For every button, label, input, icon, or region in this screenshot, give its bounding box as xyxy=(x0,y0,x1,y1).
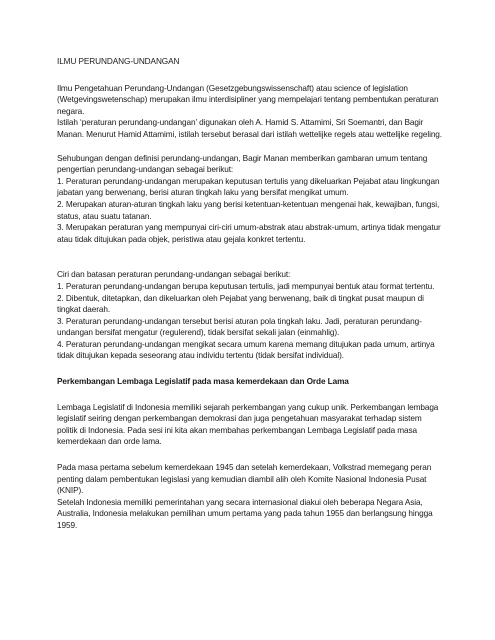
criteria-item: 4. Peraturan perundang-undangan mengikat secara umum karena memang ditujukan pada umum, artinya tidak ditujukan kepada seseorang atau individu tertentu (tidak bersifat individual). xyxy=(57,339,435,361)
criteria-item: 2. Dibentuk, ditetapkan, dan dikeluarkan oleh Pejabat yang berwenang, baik di tingkat pusat maupun di tingkat daerah. xyxy=(57,293,424,315)
section-body-paragraph-1: Pada masa pertama sebelum kemerdekaan 1945 dan setelah kemerdekaan, Volkstrad memegang peran penting dalam pembentukan legislasi yang kemudian diambil alih oleh Komite Nasional Indonesia Pusat (KNIP). xyxy=(57,463,432,496)
criteria-intro: Ciri dan batasan peraturan perundang-undangan sebagai berikut: xyxy=(57,270,291,280)
document-title: ILMU PERUNDANG-UNDANGAN xyxy=(57,57,180,66)
section-body-paragraph-2: Setelah Indonesia memiliki pemerintahan yang secara internasional diakui oleh beberapa Negara Asia, Australia, Indonesia melakukan pemilihan umum pertama yang pada tahun 1955 dan berlangsung hingga 1959. xyxy=(57,497,433,530)
criteria-item: 3. Peraturan perundang-undangan tersebut berisi aturan pola tingkah laku. Jadi, peraturan perundang-undangan bersifat mengatur (regulerend), tidak bersifat sekali jalan (einmahlig). xyxy=(57,316,422,338)
definition-item: 3. Merupakan peraturan yang mempunyai ciri-ciri umum-abstrak atau abstrak-umum, artinya tidak mengatur atau tidak ditujukan pada objek, peristiwa atau gejala konkret tertentu. xyxy=(57,223,441,244)
section-heading: Perkembangan Lembaga Legislatif pada masa kemerdekaan dan Orde Lama xyxy=(57,377,349,387)
definition-intro: Sehubungan dengan definisi perundang-undangan, Bagir Manan memberikan gambaran umum tentang pengertian perundang-undangan sebagai berikut: xyxy=(57,153,428,175)
document-page xyxy=(57,56,443,532)
section-intro-paragraph: Lembaga Legislatif di Indonesia memiliki sejarah perkembangan yang cukup unik. Perkembangan lembaga legislatif seiring dengan perkembangan demokrasi dan juga pengetahuan masyarakat terhadap sistem politik di Indonesia. Pada sesi ini kita akan membahas perkembangan Lembaga Legislatif pada masa kemerdekaan dan orde lama. xyxy=(57,402,439,447)
intro-paragraph-2: Istilah ‘peraturan perundang-undangan’ digunakan oleh A. Hamid S. Attamimi, Sri Soemantri, dan Bagir Manan. Menurut Hamid Attamimi, istilah tersebut berasal dari istilah wettelijke regels atau wettelijke regeling. xyxy=(57,118,442,139)
criteria-item: 1. Peraturan perundang-undangan berupa keputusan tertulis, jadi mempunyai bentuk atau format tertentu. xyxy=(57,281,435,291)
definition-item: 2. Merupakan aturan-aturan tingkah laku yang berisi ketentuan-ketentuan mengenai hak, kewajiban, fungsi, status, atau suatu tatanan. xyxy=(57,199,440,221)
intro-paragraph-1: Ilmu Pengetahuan Perundang-Undangan (Gesetzgebungswissenschaft) atau science of legislation (Wetgevingswetenschap) merupakan ilmu interdisipliner yang mempelajari tentang pembentukan peraturan negara. xyxy=(57,83,439,116)
definition-item: 1. Peraturan perundang-undangan merupakan keputusan tertulis yang dikeluarkan Pejabat atau lingkungan jabatan yang berwenang, berisi aturan tingkah laku yang bersifat mengikat umum. xyxy=(57,176,440,198)
